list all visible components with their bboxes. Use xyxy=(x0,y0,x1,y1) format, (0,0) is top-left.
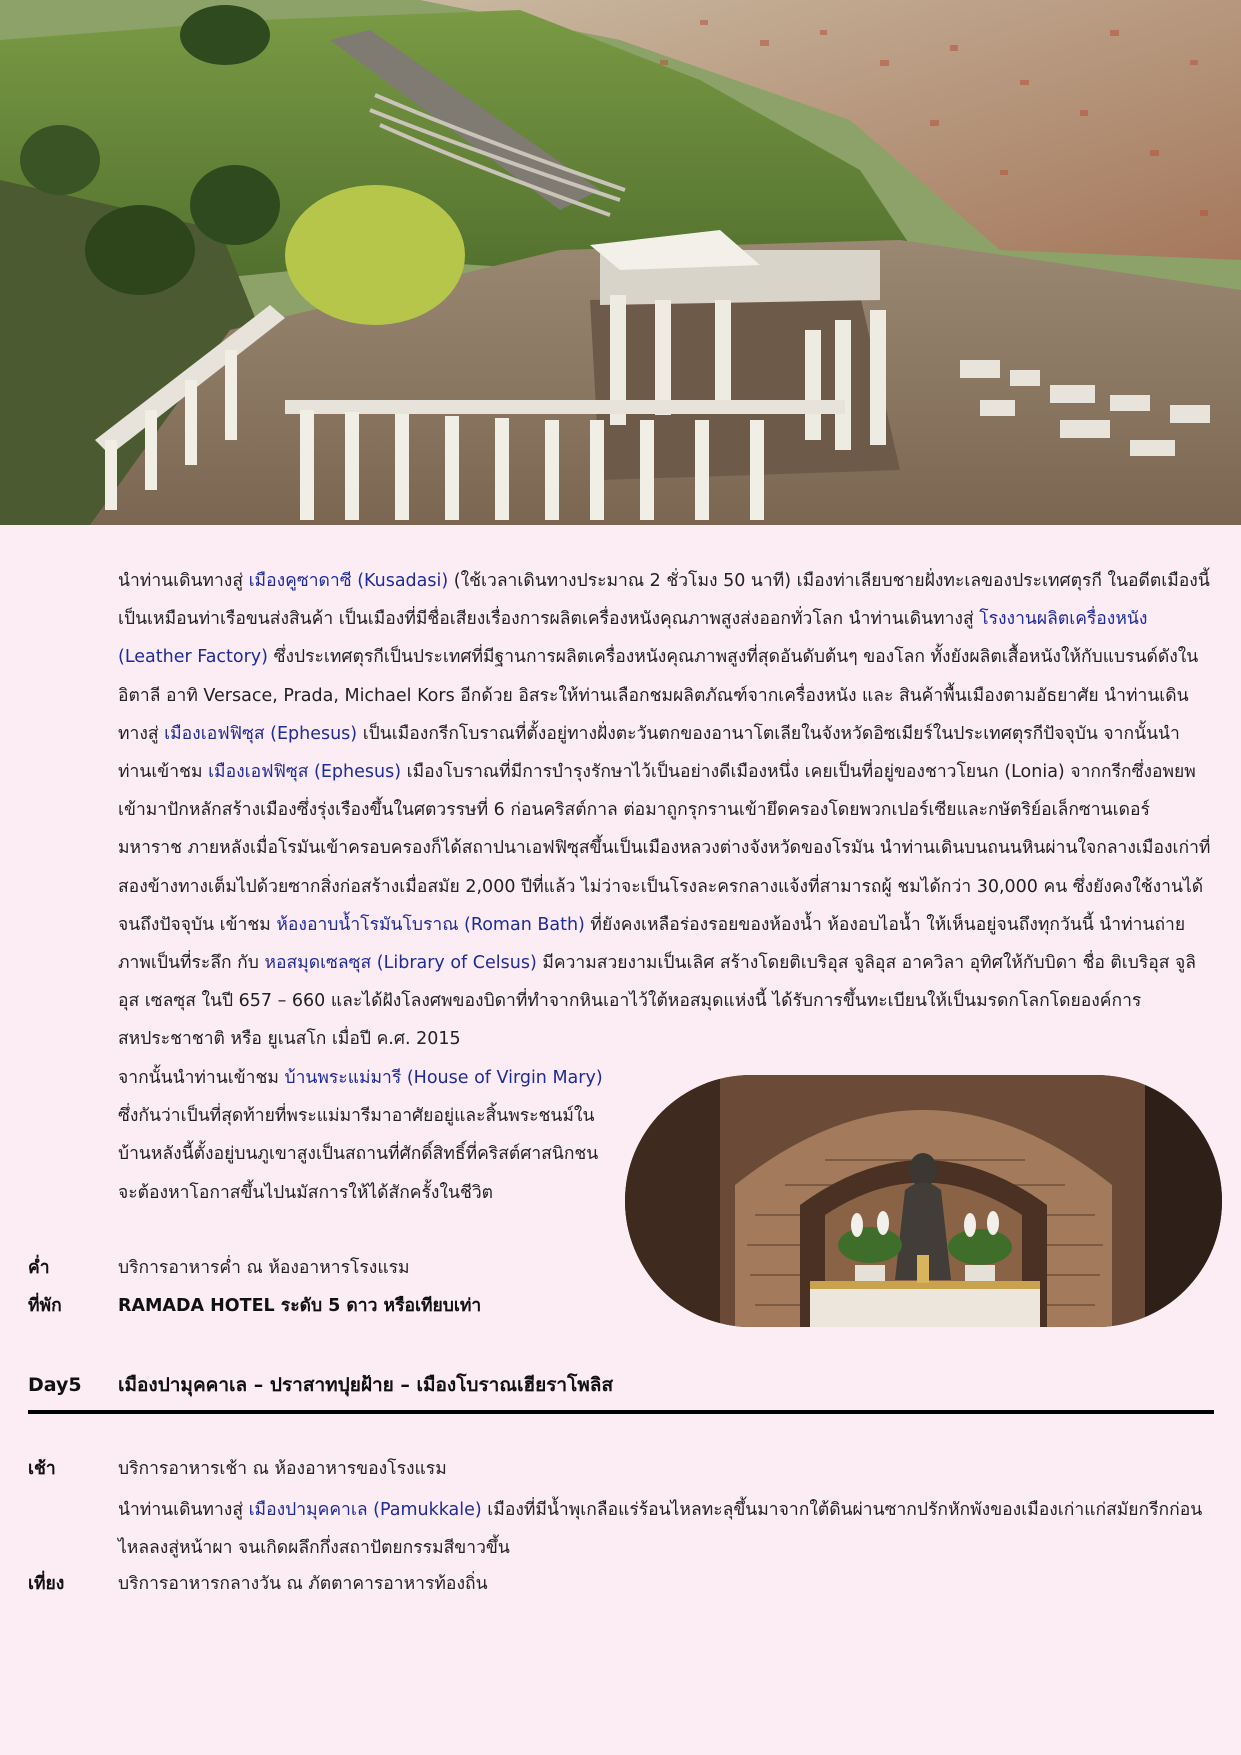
pamukkale-paragraph xyxy=(118,1491,1211,1567)
paragraph-text: นำท่านเดินทางสู่ xyxy=(118,1500,249,1520)
paragraph-text: (ใช้เวลาเดินทางประมาณ 2 ชั่วโมง 50 นาที) เมืองท่าเลียบชายฝั่งทะเลของประเทศตุรกี ในอดีตเมืองนี้เป็นเหมือนท่าเรือขนส่งสินค้า เป็นเมืองที่มีชื่อเสียงเรื่องการผลิตเครื่องหนังคุณภาพสูงส่งออกทั่วโลก นำท่านเดินทางสู่ xyxy=(118,571,1210,630)
pamukkale-text: เมืองปามุคคาเล (Pamukkale) xyxy=(248,1500,482,1520)
roman-bath-text: ห้องอาบน้ำโรมันโบราณ (Roman Bath) xyxy=(276,914,585,935)
paragraph-text: เป็นเมืองกรีกโบราณที่ตั้งอยู่ทางฝั่งตะวันตกของอานาโตเลียในจังหวัดอิซเมียร์ในประเทศตุรกีปัจจุบัน จากนั้นนำท่านเข้าชม xyxy=(118,723,1180,783)
paragraph-text: นำท่านเดินทางสู่ xyxy=(118,571,249,591)
day-title: เมืองปามุคคาเล – ปราสาทปุยฝ้าย – เมืองโบราณเฮียราโพลิส xyxy=(118,1374,614,1396)
dinner-row xyxy=(28,1249,1211,1287)
hotel-name: RAMADA HOTEL ระดับ 5 ดาว หรือเทียบเท่า xyxy=(118,1296,482,1316)
ephesus-text: เมืองเอฟฟิซุส (Ephesus) xyxy=(164,723,358,744)
paragraph-text: ซึ่งกันว่าเป็นที่สุดท้ายที่พระแม่มารีมาอาศัยอยู่และสิ้นพระชนม์ในบ้านหลังนี้ตั้งอยู่บนภูเขาสูงเป็นสถานที่ศักดิ์สิทธิ์ที่คริสต์ศาสนิกชนจะต้องหาโอกาสขึ้นไปนมัสการให้ได้สักครั้งในชีวิต xyxy=(118,1106,599,1203)
day5-header xyxy=(28,1366,1211,1404)
house-of-virgin-mary-paragraph xyxy=(118,1059,610,1212)
paragraph-text: จากนั้นนำท่านเข้าชม xyxy=(118,1068,285,1088)
meal-text: บริการอาหารค่ำ ณ ห้องอาหารโรงแรม xyxy=(118,1258,410,1278)
kusadasi-ephesus-paragraph xyxy=(118,562,1211,1059)
meal-text: บริการอาหารกลางวัน ณ ภัตตาคารอาหารท้องถิ่น xyxy=(118,1574,488,1594)
paragraph-text: มีความสวยงามเป็นเลิศ สร้างโดยติเบริอุส จูลิอุส อาควิลา อุทิศให้กับบิดา ชื่อ ติเบริอุส จูลิอุส เซลซุส ในปี 657 – 660 และได้ฝังโลงศพของบิดาที่ทำจากหินเอาไว้ใต้หอสมุดแห่งนี้ ได้รับการขึ้นทะเบียนให้เป็นมรดกโลกโดยองค์การสหประชาชาติ หรือ ยูเนสโก เมื่อปี ค.ศ. 2015 xyxy=(118,953,1197,1050)
ephesus-text-2: เมืองเอฟฟิซุส (Ephesus) xyxy=(208,762,402,783)
meal-label: เที่ยง xyxy=(28,1574,65,1594)
hotel-row xyxy=(28,1287,1211,1325)
meal-label: ค่ำ xyxy=(28,1258,50,1278)
leather-factory-text: โรงงานผลิตเครื่องหนัง (Leather Factory) xyxy=(118,609,1148,668)
meal-label: เช้า xyxy=(28,1459,56,1479)
section-divider xyxy=(28,1410,1214,1414)
lunch-row xyxy=(28,1565,1211,1603)
paragraph-text: ซึ่งประเทศตุรกีเป็นประเทศที่มีฐานการผลิตเครื่องหนังคุณภาพสูงที่สุดอันดับต้นๆ ของโลก ทั้งยังผลิตเสื้อหนังให้กับแบรนด์ดังในอิตาลี อาทิ Versace, Prada, Michael Kors อีกด้วย อิสระให้ท่านเลือกชมผลิตภัณฑ์จากเครื่องหนัง และ สินค้าพื้นเมืองตามอัธยาศัย นำท่านเดินทางสู่ xyxy=(118,647,1199,744)
ancient-ruins-photo xyxy=(0,0,1241,525)
breakfast-row xyxy=(28,1450,1211,1488)
accommodation-label: ที่พัก xyxy=(28,1296,62,1316)
house-of-virgin-mary-text: บ้านพระแม่มารี (House of Virgin Mary) xyxy=(284,1068,603,1088)
day-label: Day5 xyxy=(28,1374,82,1396)
kusadasi-link-text: เมืองคูซาดาซี (Kusadasi) xyxy=(248,571,449,591)
library-of-celsus-text: หอสมุดเซลซุส (Library of Celsus) xyxy=(264,953,537,974)
paragraph-text: เมืองโบราณที่มีการบำรุงรักษาไว้เป็นอย่างดีเมืองหนึ่ง เคยเป็นที่อยู่ของชาวโยนก (Lonia) จากกรีกซึ่งอพยพเข้ามาปักหลักสร้างเมืองซึ่งรุ่งเรืองขึ้นในศตวรรษที่ 6 ก่อนคริสต์กาล ต่อมาถูกรุกรานเข้ายึดครองโดยพวกเปอร์เซียและกษัตริย์อเล็กซานเดอร์มหาราช ภายหลังเมื่อโรมันเข้าครอบครองก็ได้สถาปนาเอฟฟิซุสขึ้นเป็นเมืองหลวงต่างจังหวัดของโรมัน นำท่านเดินบนถนนหินผ่านใจกลางเมืองเก่าที่สองข้างทางเต็มไปด้วยซากสิ่งก่อสร้างเมื่อสมัย 2,000 ปีที่แล้ว ไม่ว่าจะเป็นโรงละครกลางแจ้งที่สามารถผู้ ชมได้กว่า 30,000 คน ซึ่งยังคงใช้งานได้จนถึงปัจจุบัน เข้าชม xyxy=(118,762,1211,935)
paragraph-text: เมืองที่มีน้ำพุเกลือแร่ร้อนไหลทะลุขึ้นมาจากใต้ดินผ่านซากปรักหักพังของเมืองเก่าแก่สมัยกรีกก่อนไหลลงสู่หน้าผา จนเกิดผลึกกึ่งสถาปัตยกรรมสีขาวขึ้น xyxy=(118,1500,1203,1559)
paragraph-text: ที่ยังคงเหลือร่องรอยของห้องน้ำ ห้องอบไอน้ำ ให้เห็นอยู่จนถึงทุกวันนี้ นำท่านถ่ายภาพเป็นที่ระลึก กับ xyxy=(118,914,1186,974)
meal-text: บริการอาหารเช้า ณ ห้องอาหารของโรงแรม xyxy=(118,1459,447,1479)
